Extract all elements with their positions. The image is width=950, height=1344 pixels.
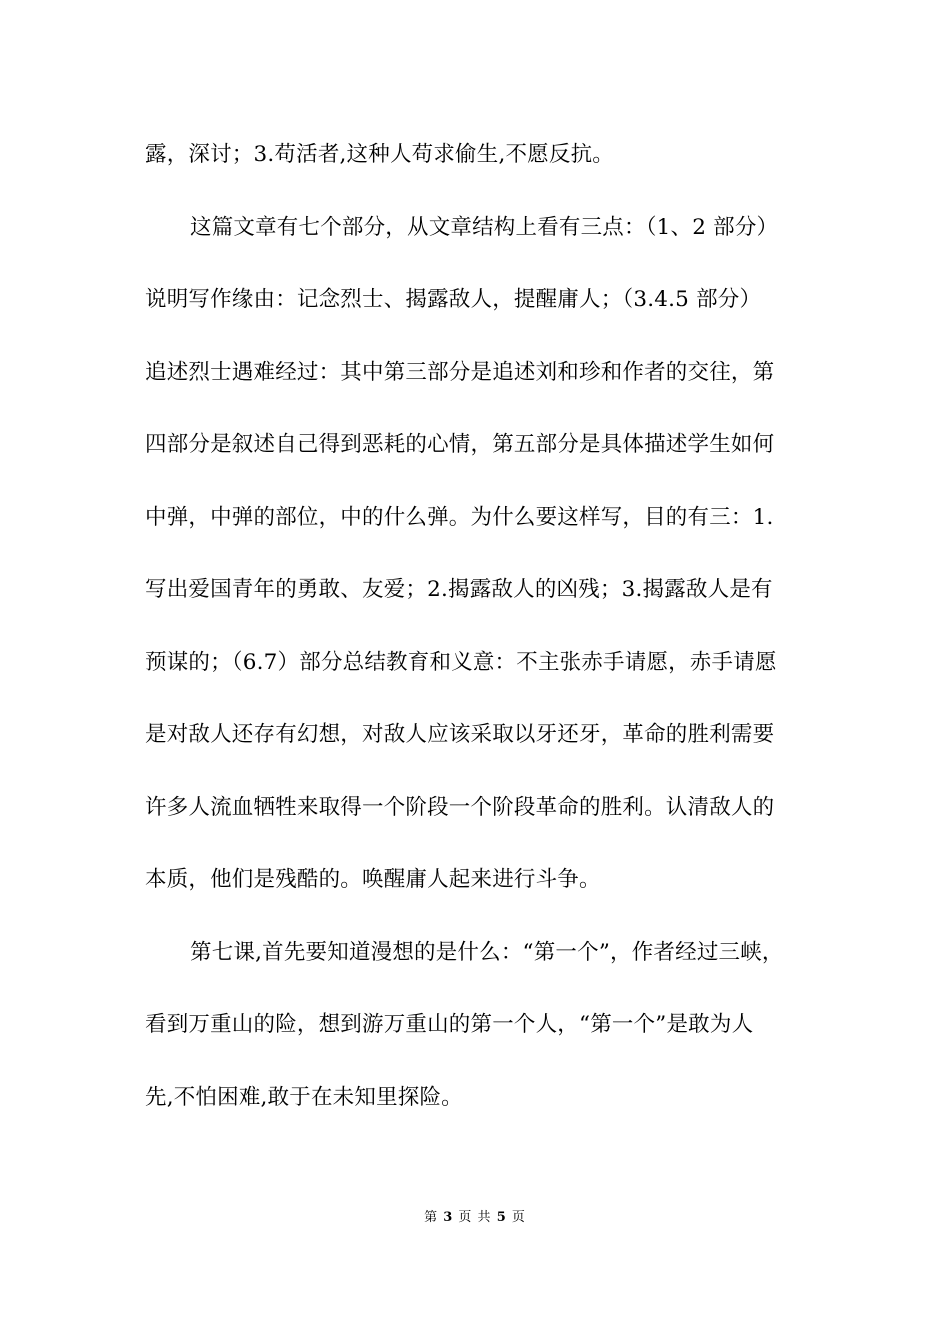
text-line: 许多人流血牺牲来取得一个阶段一个阶段革命的胜利。认清敌人的 (145, 794, 775, 820)
current-page-number: 3 (443, 1210, 454, 1225)
text-line: 露，深讨；3.苟活者,这种人苟求偷生,不愿反抗。 (145, 142, 614, 167)
text-line: 先,不怕困难,敢于在未知里探险。 (145, 1084, 463, 1110)
text-line: 看到万重山的险，想到游万重山的第一个人，“第一个”是敢为人 (145, 1012, 754, 1037)
footer-prefix: 第 (424, 1210, 439, 1225)
footer-suffix: 页 (511, 1210, 526, 1225)
total-pages-number: 5 (496, 1210, 507, 1225)
footer-middle: 页 共 (458, 1210, 492, 1225)
text-line: 写出爱国青年的勇敢、友爱；2.揭露敌人的凶残；3.揭露敌人是有 (145, 577, 773, 602)
text-line: 四部分是叙述自己得到恶耗的心情，第五部分是具体描述学生如何 (145, 432, 775, 457)
paragraph-first-line: 第七课,首先要知道漫想的是什么：“第一个”，作者经过三峡， (190, 939, 784, 965)
text-line: 说明写作缘由：记念烈士、揭露敌人，提醒庸人；（3.4.5 部分） (145, 287, 762, 312)
text-line: 是对敌人还存有幻想，对敌人应该采取以牙还牙，革命的胜利需要 (145, 722, 775, 747)
page-footer (0, 1206, 950, 1225)
body-text (145, 128, 815, 1143)
paragraph-first-line: 这篇文章有七个部分，从文章结构上看有三点：（1、2 部分） (190, 214, 779, 240)
text-line: 中弹，中弹的部位，中的什么弹。为什么要这样写，目的有三：1. (145, 504, 774, 530)
text-line: 预谋的；（6.7）部分总结教育和义意：不主张赤手请愿，赤手请愿 (145, 649, 777, 675)
text-line: 本质，他们是残酷的。唤醒庸人起来进行斗争。 (145, 867, 601, 892)
text-line: 追述烈士遇难经过：其中第三部分是追述刘和珍和作者的交往，第 (145, 359, 775, 385)
